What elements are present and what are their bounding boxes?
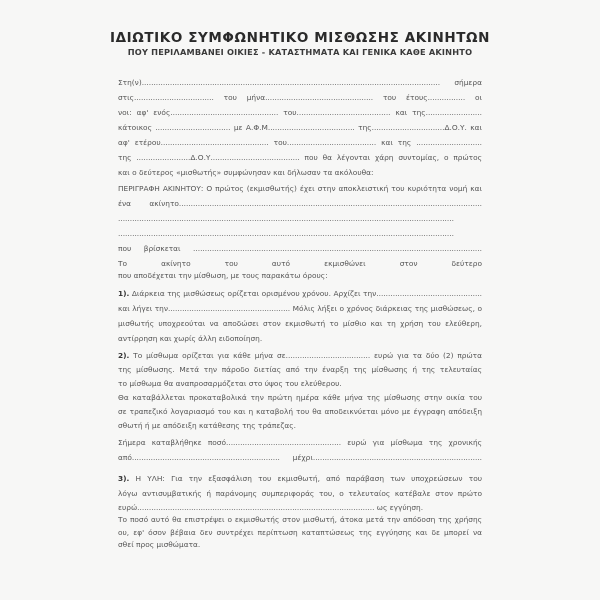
line-text: σθωτή ή με απόδειξη κατάθεσης της τράπεζας. (118, 421, 296, 430)
document-line (118, 503, 482, 513)
document-line (118, 184, 482, 194)
line-text: ευρώ..................................................................................................... ως εγγύηση. (118, 503, 424, 512)
line-text: σε τραπεζικό λογαριασμό του και η καταβολή του θα αποδεικνύεται μόνο με έγγραφη απόδειξη (118, 407, 482, 416)
document-line (118, 93, 482, 103)
line-text: και λήγει την.................................................... Μόλις λήξει ο χρόνος διάρκειας της μισθώσεως, ο (118, 304, 482, 313)
line-text: Η ΥΛΗ: Για την εξασφάλιση του εκμισθωτή, από παράβαση των υποχρεώσεων του (135, 474, 482, 483)
line-text: ............................................................................................................................................... (118, 214, 454, 223)
clause-number: 1). (118, 289, 130, 298)
document-line (118, 78, 482, 88)
clause-number: 3). (118, 474, 130, 483)
document-line (118, 474, 482, 484)
line-text: μισθωτής υποχρεούται να αποδώσει στον εκμισθωτή το μίσθιο και τη χρήση του ελεύθερη, (118, 319, 482, 328)
line-text: Το ποσό αυτό θα επιστρέψει ο εκμισθωτής στον μισθωτή, άτοκα μετά την απόδοση της χρήσης (118, 515, 482, 524)
document-line (118, 244, 482, 254)
document-line (118, 540, 482, 550)
line-text: που αποδέχεται την μίσθωση, με τους παρακάτω όρους: (118, 271, 328, 280)
document-line (118, 351, 482, 361)
line-text: ου, εφ' όσον βέβαια δεν συντρέχει περίπτωση καταπτώσεως της εγγύησης και δε μπορεί να (118, 528, 482, 537)
document-line (118, 393, 482, 403)
document-line (118, 515, 482, 525)
document-line (118, 334, 482, 344)
line-text: κάτοικος ................................ με Α.Φ.Μ..................................... της...............................Δ.Ο.Υ. και (118, 123, 482, 132)
line-text: Σήμερα καταβλήθηκε ποσό................................................. ευρώ για μίσθωμα της χρονικής (118, 438, 482, 447)
document-line (118, 453, 482, 463)
document-line (118, 489, 482, 499)
document-title: ΙΔΙΩΤΙΚΟ ΣΥΜΦΩΝΗΤΙΚΟ ΜΙΣΘΩΣΗΣ ΑΚΙΝΗΤΩΝ (109, 30, 491, 46)
line-text: νοι: αφ' ενός.............................................. του........................................ και της........................ (118, 108, 482, 117)
line-text: στις.................................. του μήνα.............................................. του έτους................ οι (118, 93, 482, 102)
document-line (118, 108, 482, 118)
document-line (118, 199, 482, 209)
document-line (118, 438, 482, 448)
line-text: που βρίσκεται ........................................................................................................................... (118, 244, 482, 253)
line-text: από............................................................... μέχρι........................................................................ (118, 453, 482, 462)
document-line (118, 289, 482, 299)
line-text: της μίσθωσης. Μετά την πάροδο διετίας από την έναρξη της μίσθωσης ή της τελευταίας (118, 365, 482, 374)
document-line (118, 138, 482, 148)
document-line (118, 379, 482, 389)
line-text: ΠΕΡΙΓΡΑΦΗ ΑΚΙΝΗΤΟΥ: Ο πρώτος (εκμισθωτής) έχει στην αποκλειστική του κυριότητα νομή και (118, 184, 482, 193)
line-text: ένα ακίνητο................................................................................................................................. (118, 199, 482, 208)
document-line (118, 214, 482, 224)
document-line (118, 319, 482, 329)
document-line (118, 229, 482, 239)
line-text: Στη(ν)............................................................................................................................... σήμερα (118, 78, 482, 87)
document-line (118, 168, 482, 178)
document-line (118, 259, 482, 269)
document-line (118, 528, 482, 538)
clause-number: 2). (118, 351, 130, 360)
document-line (118, 123, 482, 133)
line-text: το μίσθωμα θα αναπροσαρμόζεται στο ύψος του ελεύθερου. (118, 379, 342, 388)
document-line (118, 153, 482, 163)
line-text: ............................................................................................................................................... (118, 229, 454, 238)
document-line (118, 407, 482, 417)
line-text: Το ακίνητο του αυτό εκμισθώνει στον δεύτερο (118, 259, 482, 268)
document-line (118, 365, 482, 375)
document-line (118, 304, 482, 314)
line-text: της .......................Δ.Ο.Υ...................................... που θα λέγονται χάρη συντομίας, ο πρώτος (118, 153, 482, 162)
document-line (118, 421, 482, 431)
line-text: Διάρκεια της μισθώσεως ορίζεται ορισμένου χρόνου. Αρχίζει την............................................. (129, 289, 482, 298)
line-text: και ο δεύτερος «μισθωτής» συμφώνησαν και δήλωσαν τα ακόλουθα: (118, 168, 374, 177)
line-text: Το μίσθωμα ορίζεται για κάθε μήνα σε.................................... ευρώ για τα δύο (2) πρώτα (133, 351, 482, 360)
document-line (118, 271, 482, 281)
line-text: σθεί προς μισθώματα. (118, 540, 201, 549)
line-text: αντίρρηση και χωρίς άλλη ειδοποίηση. (118, 334, 263, 343)
document-subtitle: ΠΟΥ ΠΕΡΙΛΑΜΒΑΝΕΙ ΟΙΚΙΕΣ - ΚΑΤΑΣΤΗΜΑΤΑ ΚΑΙ ΓΕΝΙΚΑ ΚΑΘΕ ΑΚΙΝΗΤΟ (127, 47, 473, 57)
line-text: Θα καταβάλλεται προκαταβολικά την πρώτη ημέρα κάθε μήνα της μίσθωσης στην οικία του (118, 393, 482, 402)
line-text: λόγω αντισυμβατικής ή παράνομης συμπεριφοράς του, ο τελευταίος κατέβαλε στον πρώτο (118, 489, 482, 498)
line-text: αφ' ετέρου.............................................. του...................................... και της ............................ (118, 138, 482, 147)
